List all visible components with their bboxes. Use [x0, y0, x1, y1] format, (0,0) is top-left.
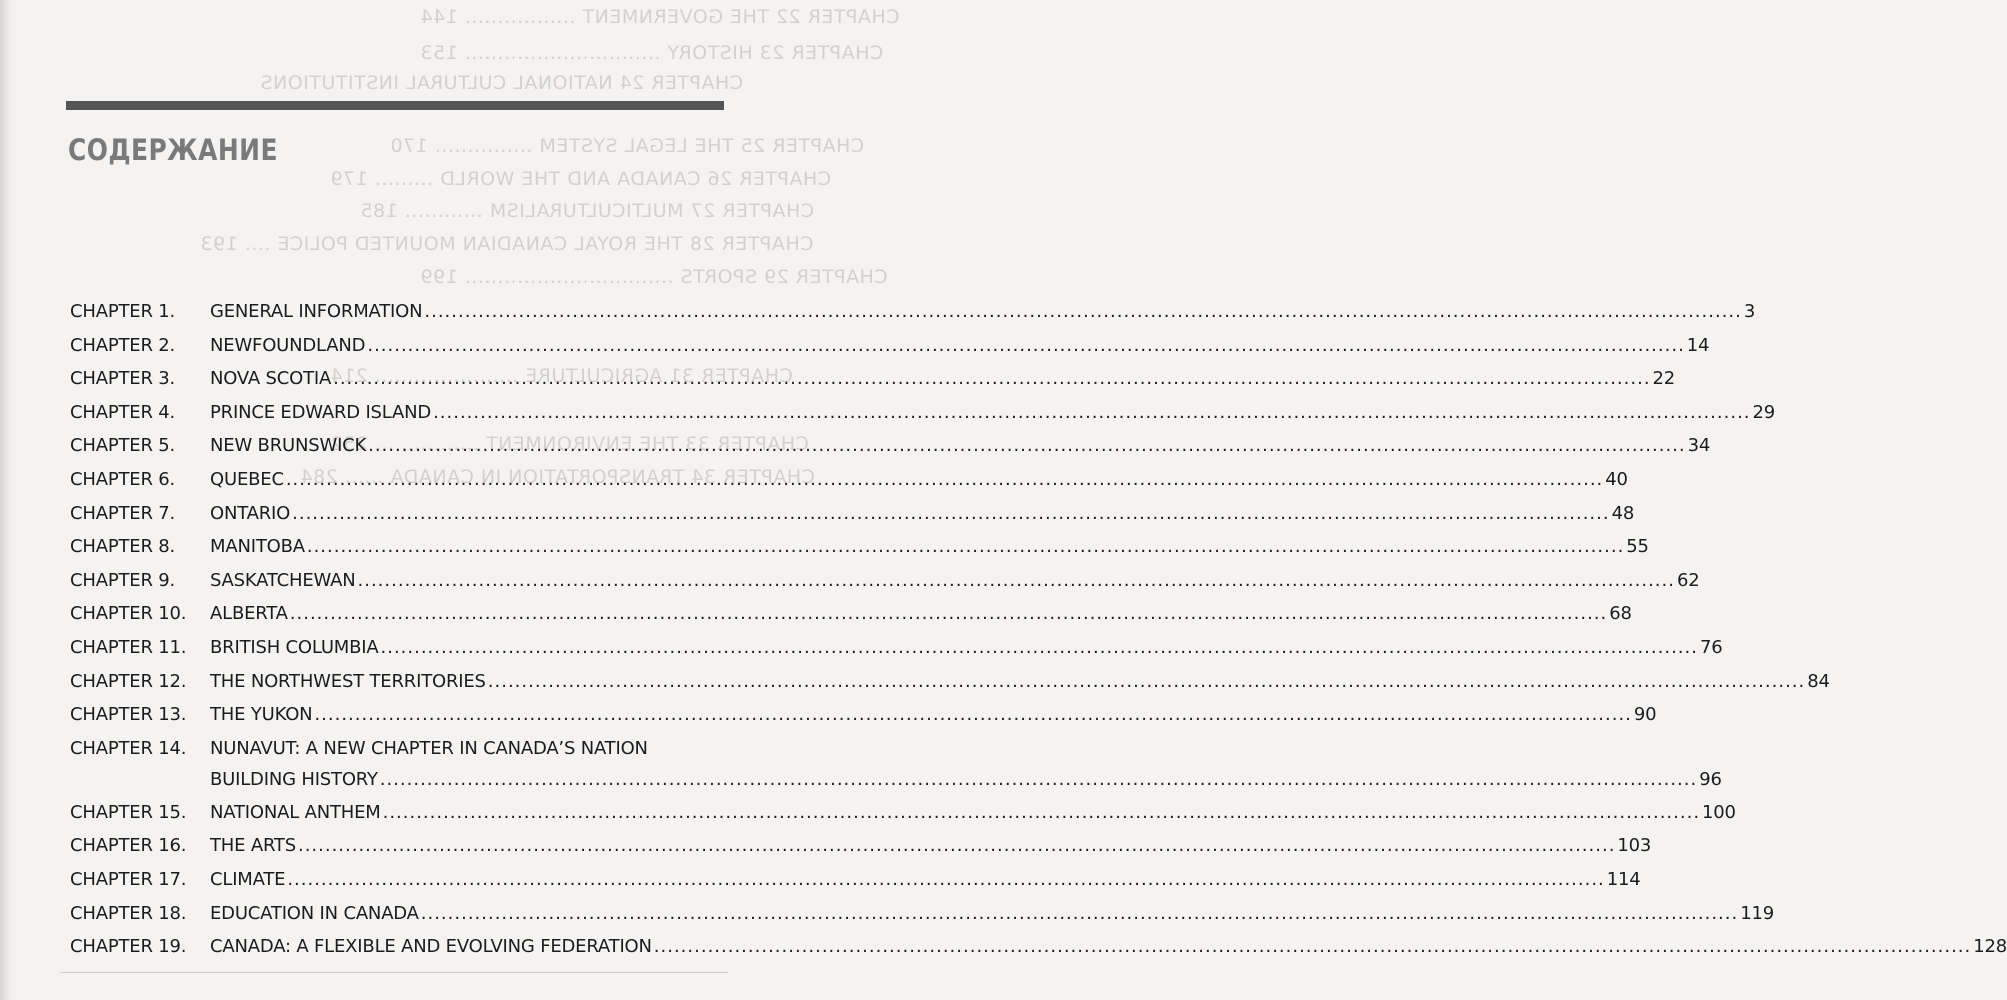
page-number: 128	[1973, 936, 2007, 958]
dot-leader	[314, 704, 1631, 725]
chapter-number: CHAPTER 9.	[70, 569, 176, 591]
page-number: 29	[1752, 401, 1776, 423]
chapter-number: CHAPTER 17.	[70, 868, 187, 890]
chapter-title: ALBERTA	[210, 603, 288, 625]
page-number: 14	[1686, 334, 1710, 356]
toc-entry[interactable]	[70, 636, 1723, 671]
toc-entry[interactable]	[70, 603, 1632, 637]
table-of-contents	[70, 301, 2007, 970]
bleed-through-text: CHAPTER 22 THE GOVERNMENT ................. 144 CHAPTER 23 HISTORY .............................. 153 CHAPTER 24 NATIONAL CULTURAL INSTITUTIONS CHAPTER 25 THE LEGAL SYSTEM ............... 170 CHAPTER 26 CANADA AND THE WORLD ......... 179 CHAPTER 27 MULTICULTURALISM ............ 185 CHAPTER 28 THE ROYAL CANADIAN MOUNTED POLICE .... 193 CHAPTER 29 SPORTS ................................ 199 CHAPTER 31 AGRICULTURE ...................... 214 CHAPTER 33 THE ENVIRONMENT ................ 252 CHAPTER 34 TRANSPORTATION IN CANADA ...... 284	[200, 6, 900, 488]
dot-leader	[333, 368, 1650, 389]
chapter-title: NUNAVUT: A NEW CHAPTER IN CANADA’S NATION	[210, 737, 648, 759]
chapter-number: CHAPTER 13.	[70, 704, 187, 726]
chapter-title: EDUCATION IN CANADA	[210, 902, 419, 924]
page-number: 3	[1743, 301, 1756, 322]
chapter-title: GENERAL INFORMATION	[210, 301, 423, 322]
toc-entry[interactable]	[70, 401, 1776, 436]
toc-entry[interactable]	[70, 835, 1652, 869]
toc-entry[interactable]	[70, 536, 1649, 570]
chapter-number: CHAPTER 5.	[70, 435, 176, 457]
toc-entry[interactable]	[70, 670, 1830, 705]
dot-leader	[368, 435, 1685, 456]
toc-entry[interactable]	[70, 435, 1711, 469]
toc-entry[interactable]	[70, 569, 1700, 604]
dot-leader	[286, 469, 1603, 490]
dot-leader	[654, 936, 1971, 957]
chapter-number: CHAPTER 2.	[70, 334, 176, 356]
chapter-number: CHAPTER 14.	[70, 737, 187, 759]
page-number: 68	[1609, 603, 1632, 625]
chapter-number: CHAPTER 11.	[70, 636, 187, 658]
chapter-title: PRINCE EDWARD ISLAND	[210, 401, 432, 423]
chapter-title: THE NORTHWEST TERRITORIES	[210, 670, 486, 692]
chapter-number: CHAPTER 15.	[70, 801, 187, 823]
page-number: 114	[1606, 868, 1641, 890]
chapter-title: NOVA SCOTIA	[210, 368, 332, 390]
chapter-number: CHAPTER 12.	[70, 670, 187, 692]
dot-leader	[421, 903, 1738, 924]
page-number: 90	[1633, 704, 1657, 726]
toc-entry[interactable]	[70, 368, 1676, 402]
toc-entry[interactable]	[70, 936, 2007, 970]
page-number: 48	[1611, 502, 1635, 524]
dot-leader	[424, 301, 1741, 322]
chapter-number: CHAPTER 16.	[70, 835, 187, 857]
chapter-number: CHAPTER 4.	[70, 401, 176, 423]
chapter-title: NEWFOUNDLAND	[210, 334, 366, 356]
toc-entry[interactable]	[70, 902, 1774, 937]
page-bottom-edge	[60, 972, 728, 973]
page-number: 34	[1687, 435, 1711, 457]
chapter-title: NATIONAL ANTHEM	[210, 801, 381, 823]
chapter-title: CANADA: A FLEXIBLE AND EVOLVING FEDERATION	[210, 936, 652, 958]
toc-entry[interactable]	[70, 468, 1628, 503]
dot-leader	[307, 536, 1624, 557]
chapter-number: CHAPTER 10.	[70, 603, 187, 625]
dot-leader	[358, 570, 1675, 591]
toc-entry[interactable]	[70, 868, 1641, 903]
chapter-title: MANITOBA	[210, 536, 305, 558]
chapter-title: THE ARTS	[210, 835, 296, 857]
chapter-title: QUEBEC	[210, 468, 284, 490]
chapter-number: CHAPTER 18.	[70, 902, 187, 924]
page-number: 103	[1617, 835, 1652, 857]
page-gutter-shadow	[0, 0, 12, 1000]
page-number: 76	[1699, 636, 1723, 658]
page-number: 119	[1740, 902, 1774, 924]
chapter-title: ONTARIO	[210, 502, 291, 524]
chapter-title: NEW BRUNSWICK	[210, 435, 367, 457]
chapter-title-continued: BUILDING HISTORY	[210, 768, 378, 790]
chapter-number: CHAPTER 7.	[70, 502, 176, 524]
page-number: 55	[1626, 536, 1649, 558]
dot-leader	[383, 802, 1700, 823]
page-number: 84	[1807, 670, 1830, 692]
page-number: 96	[1699, 768, 1722, 790]
toc-entry[interactable]	[70, 301, 1756, 335]
page-title: СОДЕРЖАНИЕ	[68, 133, 278, 167]
page-number: 40	[1605, 468, 1628, 490]
chapter-number: CHAPTER 8.	[70, 536, 176, 558]
dot-leader	[381, 637, 1698, 658]
toc-entry[interactable]	[70, 704, 1657, 738]
dot-leader	[298, 835, 1615, 856]
chapter-number: CHAPTER 1.	[70, 301, 176, 322]
chapter-title: BRITISH COLUMBIA	[210, 636, 379, 658]
dot-leader	[290, 603, 1607, 624]
page-number: 22	[1652, 368, 1676, 390]
chapter-number: CHAPTER 6.	[70, 468, 176, 490]
dot-leader	[287, 869, 1604, 890]
toc-entry[interactable]	[70, 801, 1736, 836]
dot-leader	[292, 503, 1609, 524]
page-number: 100	[1702, 801, 1736, 823]
chapter-number: CHAPTER 3.	[70, 368, 176, 390]
dot-leader	[433, 402, 1750, 423]
heading-rule	[66, 101, 724, 110]
dot-leader	[488, 671, 1805, 692]
chapter-title: SASKATCHEWAN	[210, 569, 356, 591]
dot-leader	[380, 769, 1697, 790]
chapter-title: THE YUKON	[210, 704, 313, 726]
dot-leader	[367, 335, 1684, 356]
toc-entry[interactable]	[70, 502, 1635, 537]
toc-entry[interactable]	[70, 334, 1710, 369]
chapter-number: CHAPTER 19.	[70, 936, 187, 958]
chapter-title: CLIMATE	[210, 868, 286, 890]
toc-entry[interactable]	[70, 737, 1722, 802]
page-number: 62	[1676, 569, 1700, 591]
